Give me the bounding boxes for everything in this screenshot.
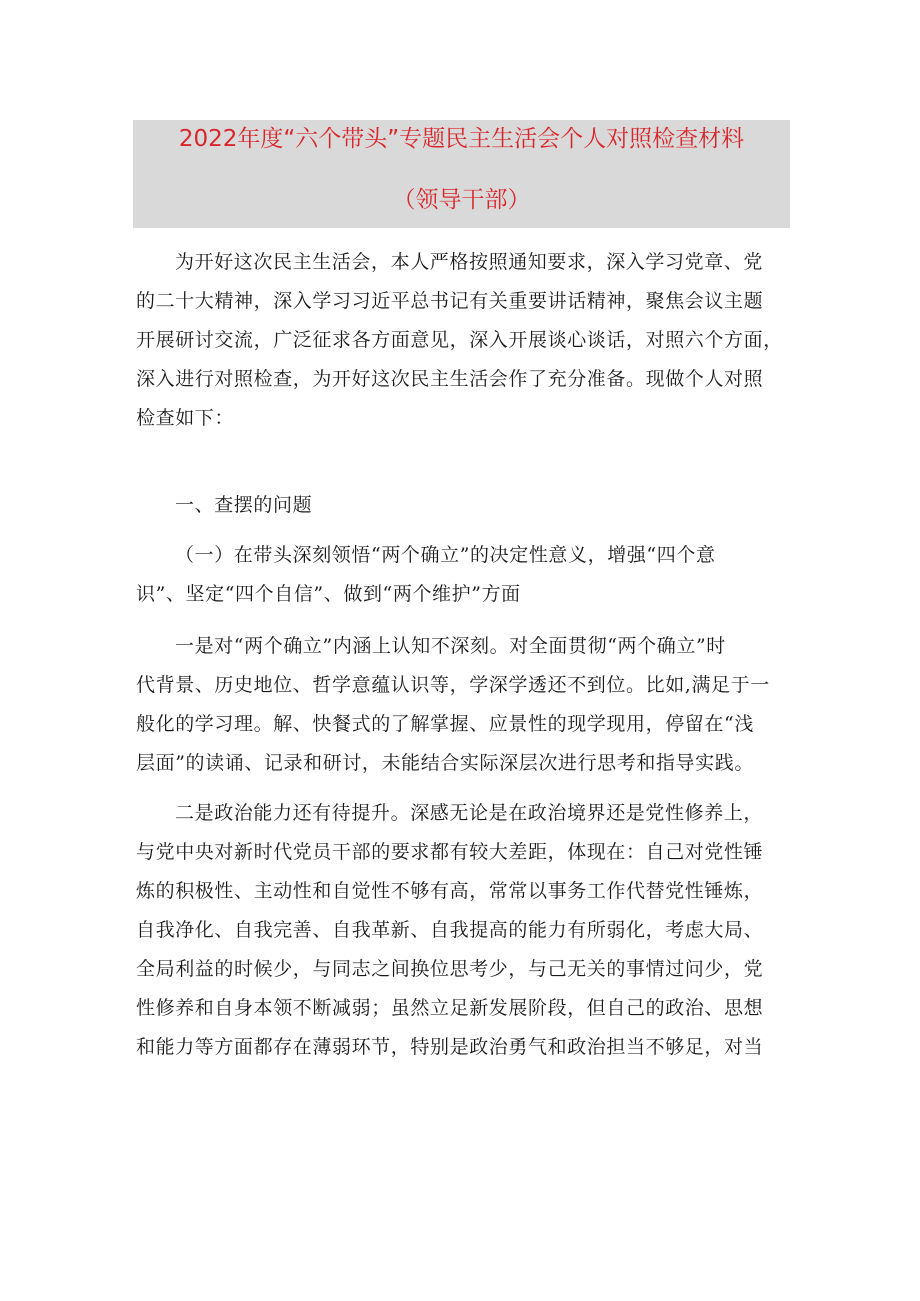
paragraph-line: 深入进行对照检查，为开好这次民主生活会作了充分准备。现做个人对照: [136, 368, 764, 390]
paragraph-point-one: [136, 627, 770, 783]
paragraph-line: 的二十大精神，深入学习习近平总书记有关重要讲话精神，聚焦会议主题: [136, 290, 764, 312]
paragraph-point-two: [136, 794, 763, 1067]
section-heading-text: 一、查摆的问题: [175, 494, 313, 516]
paragraph-line: 全局利益的时候少，与同志之间换位思考少，与己无关的事情过问少，党: [136, 958, 764, 980]
paragraph-line: 开展研讨交流，广泛征求各方面意见，深入开展谈心谈话，对照六个方面，: [136, 329, 783, 351]
paragraph-line: 代背景、历史地位、哲学意蕴认识等，学深学透还不到位。比如,满足于一: [136, 674, 770, 696]
paragraph-line: 层面”的读诵、记录和研讨，未能结合实际深层次进行思考和指导实践。: [136, 752, 754, 774]
paragraph-line: 自我净化、自我完善、自我革新、自我提高的能力有所弱化，考虑大局、: [136, 919, 764, 941]
paragraph-line: （一）在带头深刻领悟“两个确立”的决定性意义，增强“四个意: [175, 544, 716, 566]
document-title: 2022年度“六个带头”专题民主生活会个人对照检查材料: [178, 126, 745, 152]
paragraph-line: 性修养和自身本领不断减弱；虽然立足新发展阶段，但自己的政治、思想: [136, 997, 764, 1019]
paragraph-line: 二是政治能力还有待提升。深感无论是在政治境界还是党性修养上，: [175, 802, 764, 824]
paragraph-line: 般化的学习理。解、快餐式的了解掌握、应景性的现学现用，停留在“浅: [136, 713, 754, 735]
paragraph-line: 和能力等方面都存在薄弱环节，特别是政治勇气和政治担当不够足，对当: [136, 1036, 764, 1058]
paragraph-line: 检查如下：: [136, 407, 235, 429]
section-heading: [175, 486, 312, 525]
document-subtitle: （领导干部）: [392, 187, 531, 213]
paragraph-line: 与党中央对新时代党员干部的要求都有较大差距，体现在：自己对党性锤: [136, 841, 764, 863]
paragraph-line: 识”、坚定“四个自信”、做到“两个维护”方面: [136, 583, 521, 605]
paragraph-line: 炼的积极性、主动性和自觉性不够有高，常常以事务工作代替党性锤炼，: [136, 880, 764, 902]
subsection-heading: [136, 536, 716, 614]
paragraph-line: 为开好这次民主生活会，本人严格按照通知要求，深入学习党章、党: [175, 251, 764, 273]
paragraph-line: 一是对“两个确立”内涵上认知不深刻。对全面贯彻“两个确立”时: [175, 635, 726, 657]
paragraph-intro: [136, 243, 783, 438]
